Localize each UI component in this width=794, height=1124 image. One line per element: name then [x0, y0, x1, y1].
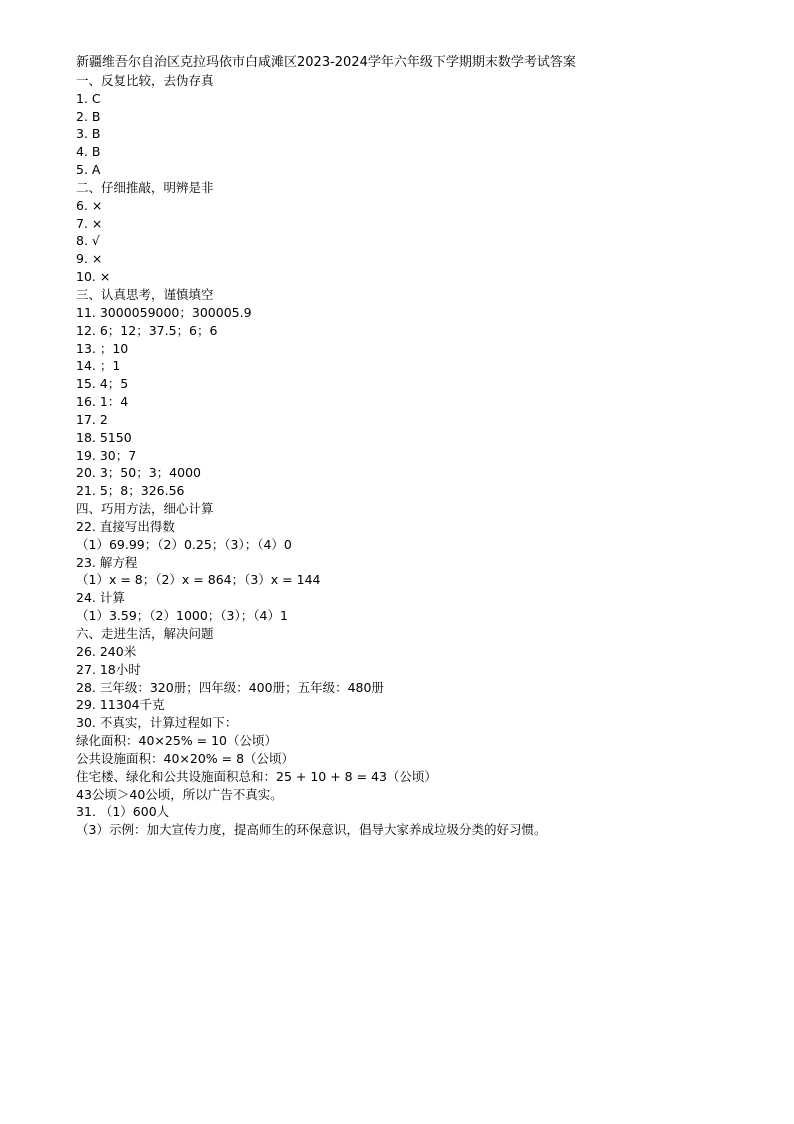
calculation-line: 住宅楼、绿化和公共设施面积总和：25 + 10 + 8 = 43（公顷） [76, 768, 437, 784]
answer-document [76, 54, 776, 839]
section-heading-4: 四、巧用方法，细心计算 [76, 501, 214, 517]
answer-line: 6. × [76, 197, 103, 213]
answer-line: （3）示例：加大宣传力度，提高师生的环保意识，倡导大家养成垃圾分类的好习惯。 [76, 822, 547, 838]
answer-line: 3. B [76, 126, 101, 142]
question-label: 24. 计算 [76, 590, 125, 606]
answer-line: 19. 30；7 [76, 447, 137, 463]
document-title: 新疆维吾尔自治区克拉玛依市白咸滩区2023-2024学年六年级下学期期末数学考试答案 [76, 55, 576, 70]
answer-line: 17. 2 [76, 411, 108, 427]
answer-line: 26. 240米 [76, 643, 137, 659]
answer-line: 12. 6；12；37.5；6；6 [76, 322, 218, 338]
answer-line: 28. 三年级：320册；四年级：400册；五年级：480册 [76, 679, 384, 695]
question-label: 22. 直接写出得数 [76, 518, 175, 534]
answer-line: （1）69.99；（2）0.25；（3）；（4）0 [76, 536, 292, 552]
answer-line: （1）3.59；（2）1000；（3）；（4）1 [76, 608, 288, 624]
answer-line: 30. 不真实，计算过程如下： [76, 715, 238, 731]
answer-line: （1）x = 8；（2）x = 864；（3）x = 144 [76, 572, 321, 588]
question-label: 23. 解方程 [76, 554, 138, 570]
calculation-line: 绿化面积：40×25% = 10（公顷） [76, 733, 277, 749]
section-heading-3: 三、认真思考，谨慎填空 [76, 286, 214, 302]
conclusion-line: 43公顷＞40公顷，所以广告不真实。 [76, 786, 283, 802]
answer-line: 9. × [76, 251, 103, 267]
calculation-line: 公共设施面积：40×20% = 8（公顷） [76, 750, 295, 766]
answer-line: 21. 5；8；326.56 [76, 483, 185, 499]
answer-line: 7. × [76, 215, 103, 231]
answer-line: 5. A [76, 162, 101, 178]
answer-line: 10. × [76, 269, 111, 285]
answer-line: 13. ；10 [76, 340, 129, 356]
section-heading-6: 六、走进生活，解决问题 [76, 626, 214, 641]
answer-line: 20. 3；50；3；4000 [76, 465, 201, 481]
answer-line: 2. B [76, 108, 101, 124]
answer-line: 15. 4；5 [76, 376, 129, 392]
answer-line: 11. 3000059000；300005.9 [76, 304, 252, 320]
answer-line: 1. C [76, 90, 101, 106]
answer-line: 4. B [76, 144, 101, 160]
answer-line: 14. ；1 [76, 358, 121, 374]
answer-line: 31. （1）600人 [76, 804, 170, 820]
answer-line: 29. 11304千克 [76, 697, 165, 713]
answer-line: 8. √ [76, 233, 100, 249]
answer-line: 18. 5150 [76, 429, 132, 445]
answer-line: 27. 18小时 [76, 661, 141, 677]
section-heading-1: 一、反复比较，去伪存真 [76, 72, 214, 88]
section-heading-2: 二、仔细推敲，明辨是非 [76, 179, 214, 195]
answer-line: 16. 1：4 [76, 394, 129, 410]
